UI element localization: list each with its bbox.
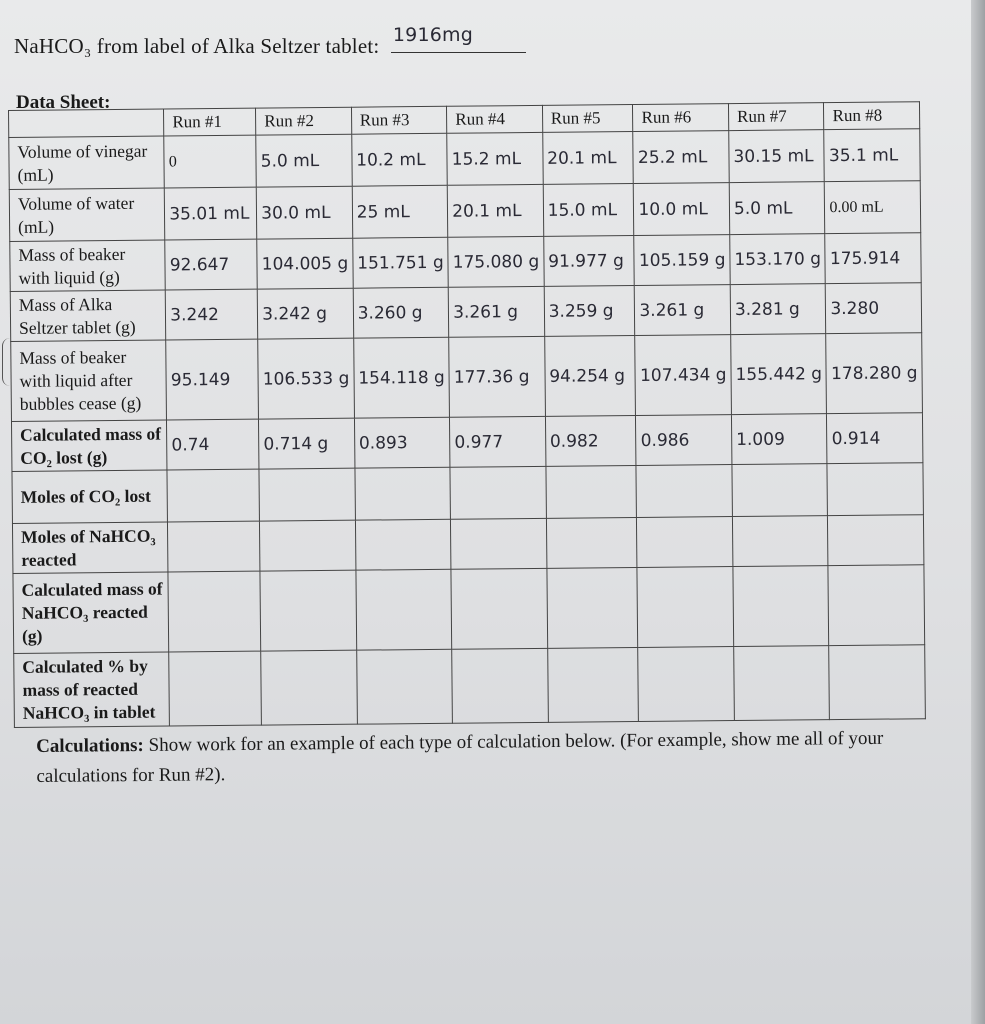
data-cell — [546, 465, 637, 518]
table-row — [12, 463, 923, 524]
data-cell: 30.0 mL — [256, 186, 352, 239]
data-cell: 5.0 mL — [256, 134, 352, 187]
data-cell: 10.0 mL — [634, 183, 730, 236]
data-cell: 3.281 g — [730, 284, 826, 335]
nahco3-handwritten-value: 1916mg — [392, 24, 473, 46]
data-cell: 3.242 g — [257, 288, 353, 339]
data-cell: 91.977 g — [543, 235, 634, 286]
row-label: Moles of NaHCO₃ reacted — [12, 522, 168, 573]
data-sheet-table — [8, 101, 926, 728]
table-row — [9, 181, 920, 242]
data-cell: 0 — [164, 135, 256, 188]
data-cell: 175.080 g — [448, 236, 544, 287]
data-cell: 95.149 — [166, 339, 259, 420]
data-cell: 1.009 — [731, 414, 827, 465]
table-row — [10, 283, 921, 342]
data-cell — [259, 468, 355, 521]
data-cell: 177.36 g — [449, 336, 545, 417]
data-cell: 0.00 mL — [825, 181, 921, 234]
data-cell: 5.0 mL — [729, 182, 825, 235]
data-cell — [168, 571, 261, 652]
data-cell — [547, 567, 639, 648]
data-cell — [452, 648, 548, 723]
data-cell: 92.647 — [165, 239, 257, 290]
data-cell: 3.280 — [826, 283, 922, 334]
row-label: Calculated mass of NaHCO₃ reacted (g) — [13, 572, 169, 653]
data-cell: 25 mL — [352, 185, 448, 238]
data-cell: 3.242 — [166, 289, 258, 340]
data-cell — [356, 569, 452, 650]
table-row — [14, 645, 926, 728]
row-label: Mass of beaker with liquid after bubbles cease (g) — [11, 340, 167, 421]
data-cell: 3.261 g — [635, 285, 731, 336]
table-row — [9, 129, 920, 190]
data-cell — [451, 568, 547, 649]
data-cell: 94.254 g — [544, 335, 636, 416]
data-cell: 104.005 g — [257, 238, 353, 289]
table-row — [13, 565, 925, 654]
data-cell: 0.893 — [354, 417, 450, 468]
data-cell — [168, 521, 260, 572]
data-cell — [260, 520, 356, 571]
row-label: Volume of water (mL) — [9, 188, 165, 241]
data-cell: 3.261 g — [448, 286, 544, 337]
row-label: Volume of vinegar (mL) — [9, 136, 165, 189]
data-cell — [167, 469, 259, 522]
calculations-instructions — [36, 723, 947, 792]
data-cell — [827, 463, 923, 516]
run-header: Run #8 — [824, 102, 920, 130]
table-row — [11, 413, 922, 472]
run-header: Run #5 — [542, 105, 633, 133]
data-cell: 0.982 — [545, 415, 636, 466]
data-cell: 35.1 mL — [824, 129, 920, 182]
run-header: Run #1 — [164, 108, 256, 136]
run-header: Run #6 — [633, 104, 729, 132]
data-sheet-title: Data Sheet: — [16, 92, 111, 113]
nahco3-label: NaHCO₃ from label of Alka Seltzer tablet: — [14, 34, 380, 58]
data-cell — [734, 646, 830, 721]
nahco3-label-line — [14, 24, 526, 59]
data-cell: 20.1 mL — [542, 131, 633, 184]
data-cell — [355, 467, 451, 520]
data-cell: 178.280 g — [826, 333, 922, 414]
data-cell — [547, 647, 638, 722]
data-cell — [829, 645, 925, 720]
row-label: Moles of CO₂ lost — [12, 470, 168, 523]
data-cell: 15.2 mL — [447, 132, 543, 185]
data-cell: 15.0 mL — [543, 183, 634, 236]
data-cell: 10.2 mL — [351, 133, 447, 186]
row-label: Calculated mass of CO₂ lost (g) — [11, 420, 167, 471]
run-header: Run #2 — [256, 107, 352, 135]
row-label: Calculated % by mass of reacted NaHCO₃ in tablet — [14, 652, 170, 727]
data-cell: 3.260 g — [353, 287, 449, 338]
data-cell: 0.977 — [450, 416, 546, 467]
data-cell — [828, 565, 924, 646]
data-cell — [637, 517, 733, 568]
data-cell — [732, 464, 828, 517]
data-cell: 0.714 g — [259, 418, 355, 469]
table-row — [12, 515, 923, 574]
page-edge — [971, 0, 985, 1024]
data-cell: 25.2 mL — [633, 131, 729, 184]
data-cell: 151.751 g — [352, 237, 448, 288]
calculations-text: Show work for an example of each type of calculation below. (For example, show me all of your calculations for Run #2). — [36, 727, 884, 787]
run-header: Run #7 — [728, 103, 824, 131]
data-cell: 30.15 mL — [729, 130, 825, 183]
data-cell: 105.159 g — [634, 235, 730, 286]
data-cell: 0.986 — [636, 415, 732, 466]
calculations-heading: Calculations: — [36, 734, 144, 757]
data-cell: 107.434 g — [635, 335, 731, 416]
data-cell — [451, 518, 547, 569]
data-cell — [638, 647, 734, 722]
data-cell: 153.170 g — [730, 234, 826, 285]
data-cell: 155.442 g — [731, 334, 827, 415]
data-cell: 3.259 g — [544, 285, 635, 336]
data-cell — [356, 649, 452, 724]
data-cell — [450, 466, 546, 519]
data-cell: 0.914 — [827, 413, 923, 464]
table-row — [11, 333, 923, 422]
data-cell: 106.533 g — [258, 338, 354, 419]
data-cell — [169, 651, 262, 726]
data-cell — [828, 515, 924, 566]
nahco3-blank — [391, 24, 526, 53]
data-cell — [260, 570, 356, 651]
data-cell: 154.118 g — [353, 337, 449, 418]
data-cell — [546, 517, 637, 568]
data-cell: 175.914 — [825, 233, 921, 284]
data-cell — [733, 566, 829, 647]
run-header: Run #3 — [351, 106, 447, 134]
data-cell — [355, 519, 451, 570]
data-cell — [261, 650, 357, 725]
data-cell — [636, 465, 732, 518]
row-label: Mass of beaker with liquid (g) — [10, 240, 166, 291]
data-cell: 0.74 — [167, 419, 259, 470]
data-cell: 35.01 mL — [165, 187, 257, 240]
table-row — [10, 233, 921, 292]
data-cell: 20.1 mL — [447, 184, 543, 237]
data-cell — [637, 567, 733, 648]
run-header: Run #4 — [447, 105, 543, 133]
data-cell — [732, 516, 828, 567]
row-label: Mass of Alka Seltzer tablet (g) — [10, 290, 166, 341]
header-blank-cell — [9, 109, 165, 137]
